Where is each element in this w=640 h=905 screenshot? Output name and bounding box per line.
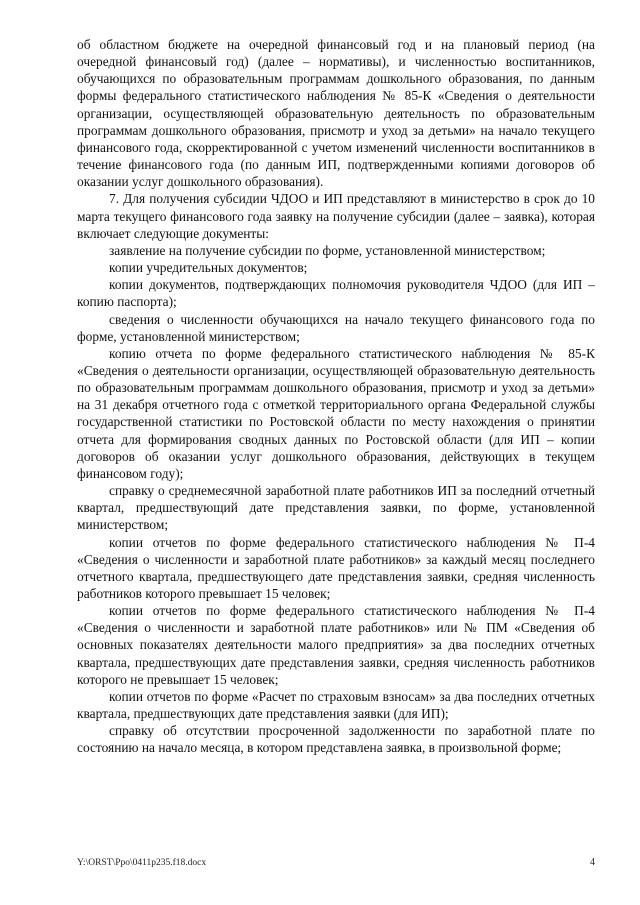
page-number: 4 <box>590 857 595 868</box>
paragraph: справку о среднемесячной заработной плате работников ИП за последний отчетный квартал, предшествующий дате представления заявки, по форме, установленной министерством; <box>77 483 595 533</box>
page-footer <box>77 857 595 869</box>
paragraph: копии отчетов по форме «Расчет по страховым взносам» за два последних отчетных квартала, предшествующих дате представления заявки (для ИП); <box>77 688 595 722</box>
paragraph: копии отчетов по форме федерального статистического наблюдения № П-4 «Сведения о численности и заработной плате работников» или № ПМ «Сведения об основных показателях деятельности малого предприятия» за два последних отчетных квартала, предшествующих дате представления заявки, средняя численность работников которого не превышает 15 человек; <box>77 603 595 687</box>
file-path: Y:\ORST\Ppo\0411p235.f18.docx <box>77 858 207 868</box>
paragraph: сведения о численности обучающихся на начало текущего финансового года по форме, установленной министерством; <box>77 311 595 344</box>
paragraph: копию отчета по форме федерального статистического наблюдения № 85-К «Сведения о деятельности организации, осуществляющей образовательную деятельность по образовательным программам дошкольного образования, присмотр и уход за детьми» на 31 декабря отчетного года с отметкой территориального органа Федеральной службы государственной статистики по Ростовской области по месту нахождения о принятии отчета для формирования сводных данных по Ростовской области (для ИП – копии договоров об оказании услуг дошкольного образования, действующих в текущем финансовом году); <box>77 345 595 481</box>
paragraph: копии отчетов по форме федерального статистического наблюдения № П-4 «Сведения о численности и заработной плате работников» за каждый месяц последнего отчетного квартала, предшествующего дате представления заявки, средняя численность работников которого превышает 15 человек; <box>77 534 595 601</box>
paragraph: 7. Для получения субсидии ЧДОО и ИП представляют в министерство в срок до 10 марта текущего финансового года заявку на получение субсидии (далее – заявка), которая включает следующие документы: <box>77 191 595 241</box>
paragraph: копии учредительных документов; <box>109 260 308 276</box>
paragraph: копии документов, подтверждающих полномочия руководителя ЧДОО (для ИП – копию паспорта); <box>77 277 595 310</box>
paragraph: заявление на получение субсидии по форме, установленной министерством; <box>109 242 546 258</box>
paragraph: об областном бюджете на очередной финансовый год и на плановый период (на очередной финансовый год) (далее – нормативы), и численностью воспитанников, обучающихся по образовательным программам дошкольного образования, по данным формы федерального статистического наблюдения № 85-К «Сведения о деятельности организации, осуществляющей образовательную деятельность по образовательным программам дошкольного образования, присмотр и уход за детьми» на начало текущего финансового года, скорректированной с учетом изменений численности воспитанников в течение финансового года (по данным ИП, подтвержденными копиями договоров об оказании услуг дошкольного образования). <box>77 37 595 190</box>
paragraph: справку об отсутствии просроченной задолженности по заработной плате по состоянию на начало месяца, в котором представлена заявка, в произвольной форме; <box>77 723 595 756</box>
document-body <box>77 36 595 757</box>
